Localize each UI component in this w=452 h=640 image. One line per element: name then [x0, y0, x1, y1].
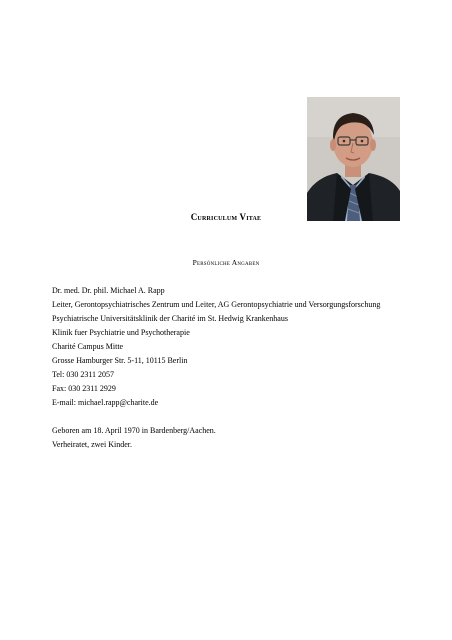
address-line: Grosse Hamburger Str. 5-11, 10115 Berlin — [52, 356, 188, 365]
cv-title: Curriculum Vitae — [190, 212, 262, 222]
email-line: E-mail: michael.rapp@charite.de — [52, 398, 159, 407]
fax-line: Fax: 030 2311 2929 — [52, 384, 116, 393]
family-line: Verheiratet, zwei Kinder. — [52, 440, 132, 449]
section-heading-personal: Persönliche Angaben — [192, 258, 260, 267]
campus-line: Charité Campus Mitte — [52, 342, 124, 351]
contact-block — [52, 284, 432, 410]
portrait-illustration — [307, 97, 400, 221]
position-line: Leiter, Gerontopsychiatrisches Zentrum und Leiter, AG Gerontopsychiatrie und Versorgungsforschung — [52, 300, 381, 309]
birth-line: Geboren am 18. April 1970 in Bardenberg/Aachen. — [52, 426, 216, 435]
personal-block — [52, 424, 432, 452]
phone-line: Tel: 030 2311 2057 — [52, 370, 115, 379]
institution-line: Psychiatrische Universitätsklinik der Charité im St. Hedwig Krankenhaus — [52, 314, 288, 323]
portrait-photo — [307, 97, 400, 221]
clinic-line: Klinik fuer Psychiatrie und Psychotherapie — [52, 328, 190, 337]
name-line: Dr. med. Dr. phil. Michael A. Rapp — [52, 286, 165, 295]
